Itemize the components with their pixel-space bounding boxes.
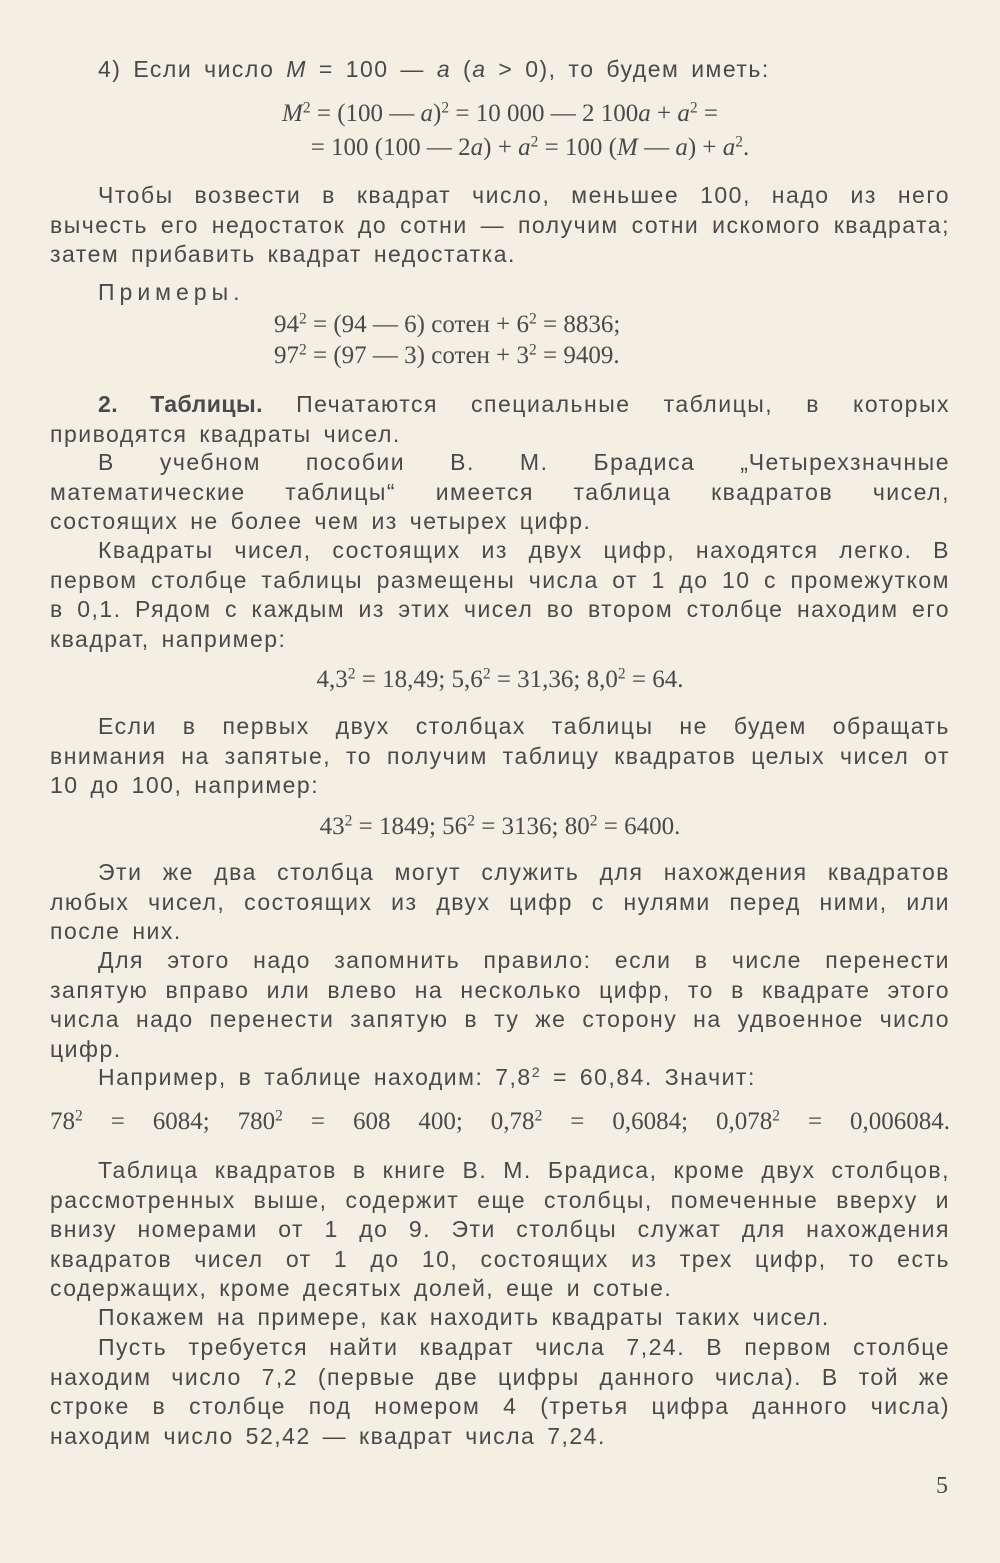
formula-comma-shift: $78^2 = 6084$; $780^2 = 608$ 400; $0,78^2 = 0,6084$; $0,078^2 = 0,006084$. <box>50 1107 951 1135</box>
page-number: 5 <box>936 1473 948 1499</box>
section-2-paragraph-9: Покажем на примере, как находить квадраты таких чисел. <box>98 1304 830 1330</box>
formula-squares-decimal: $4,3^2 = 18,49$; $5,6^2 = 31,36$; $8,0^2 = 64$. <box>316 665 684 693</box>
section-2-paragraph-3: Квадраты чисел, состоящих из двух цифр, находятся легко. В первом столбце таблицы размещены числа от 1 до 10 с промежутком в 0,1. Рядом с каждым из этих чисел во втором столбце находим его квадрат, например: <box>50 537 950 652</box>
section-2-paragraph-1: 2. Таблицы. Печатаются специальные таблицы, в которых приводятся квадраты чисел. <box>50 391 950 447</box>
examples-label: Примеры. <box>98 279 245 305</box>
equation-line-1: $M^2 = (100$ — a)$^2$ = 10 000 — 2 $100a + a^2$ = <box>282 99 718 127</box>
section-2-paragraph-6: Для этого надо запомнить правило: если в числе перенести запятую вправо или влево на несколько цифр, то в квадрате этого числа надо перенести запятую в ту же сторону на удвоенное число цифр. <box>50 947 950 1062</box>
example-1: $94^2 = (94$ — 6) сотен + $6^2 = 8836$; <box>274 310 621 338</box>
section-2-paragraph-2: В учебном пособии В. М. Брадиса „Четырехзначные математические таблицы“ имеется таблица квадратов чисел, состоящих не более чем из четырех цифр. <box>50 449 950 534</box>
section-2-paragraph-10: Пусть требуется найти квадрат числа 7,24. В первом столбце находим число 7,2 (первые две цифры данного числа). В той же строке в столбце под номером 4 (третья цифра данного числа) находим число 52,42 — квадрат числа 7,24. <box>50 1334 950 1449</box>
rule-paragraph: Чтобы возвести в квадрат число, меньшее 100, надо из него вычесть его недостаток до сотни — получим сотни искомого квадрата; затем прибавить квадрат недостатка. <box>50 182 950 267</box>
section-2-paragraph-4: Если в первых двух столбцах таблицы не будем обращать внимания на запятые, то получим таблицу квадратов целых чисел от 10 до 100, например: <box>50 713 950 798</box>
formula-squares-integer: $43^2 = 1849$; $56^2 = 3136$; $80^2 = 6400$. <box>319 812 681 840</box>
section-2-paragraph-7: Например, в таблице находим: $7,8^2 = 60,84$. Значит: <box>98 1064 756 1090</box>
section-2-paragraph-5: Эти же два столбца могут служить для нахождения квадратов любых чисел, состоящих из двух цифр с нулями перед ними, или после них. <box>50 859 950 944</box>
example-2: $97^2 = (97$ — 3) сотен + $3^2 = 9409$. <box>274 341 620 369</box>
case4-intro: 4) Если число M = 100 — a (a > 0), то будем иметь: <box>98 56 770 82</box>
section-heading: 2. Таблицы. <box>98 391 264 417</box>
section-2-paragraph-8: Таблица квадратов в книге В. М. Брадиса, кроме двух столбцов, рассмотренных выше, содержит еще столбцы, помеченные вверху и внизу номерами от 1 до 9. Эти столбцы служат для нахождения квадратов чисел от 1 до 10, состоящих из трех цифр, то есть содержащих, кроме десятых долей, еще и сотые. <box>50 1157 950 1301</box>
equation-line-2: = 100 (100 — $2a) + a^2 = 100$ (M — $a) + a^2$. <box>310 133 750 161</box>
